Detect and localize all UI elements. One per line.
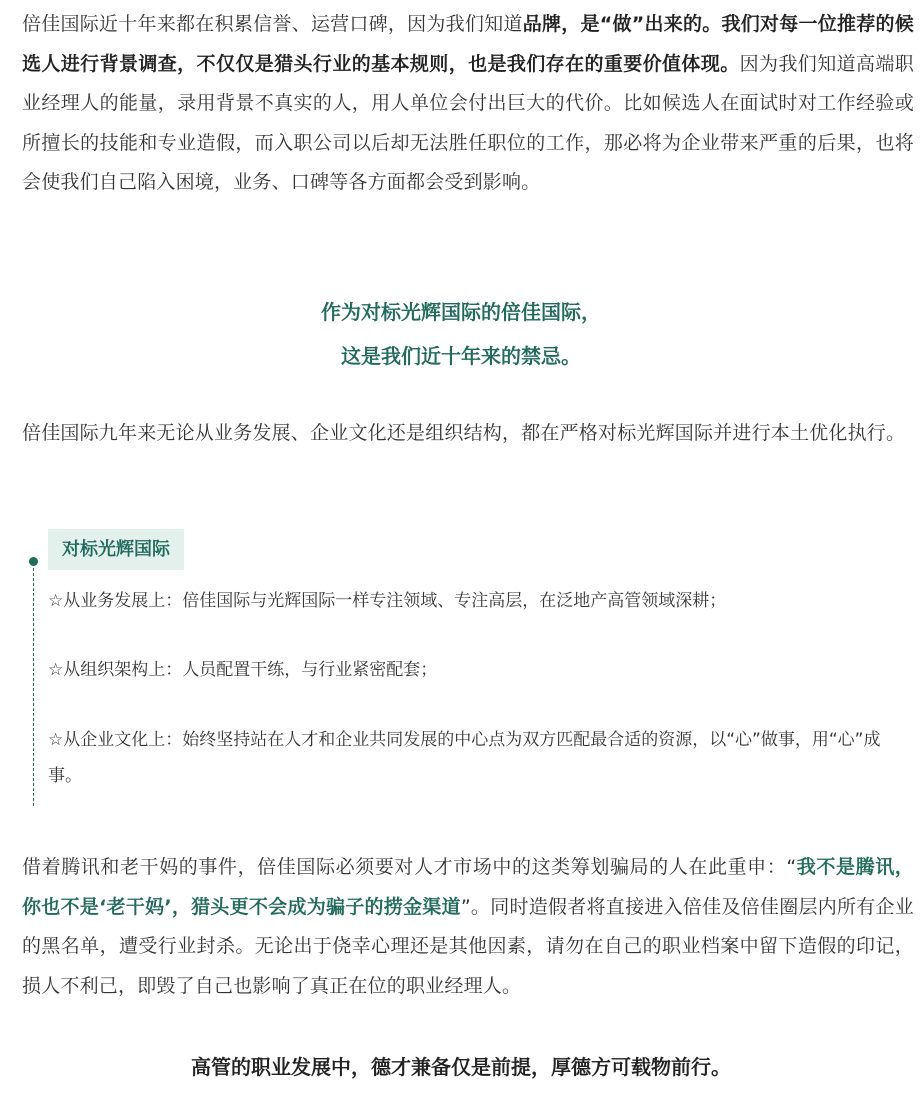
benchmark-item-structure: ☆从组织架构上：人员配置干练，与行业紧密配套； xyxy=(48,660,438,680)
timeline-dot xyxy=(29,557,38,566)
intro-text-1: 倍佳国际近十年来都在积累信誉、运营口碑，因为我们知道 xyxy=(22,13,523,35)
intro-text-2: 因为我们知道高端职业经理人的能量，录用背景不真实的人，用人单位会付出巨大的代价。比如候选人在面试时对工作经验或所擅长的技能和专业造假，而入职公司以后却无法胜任职位的工作，那必将为企业带来严重的后果，也将会使我们自己陷入困境，业务、口碑等各方面都会受到影响。 xyxy=(22,52,914,193)
benchmark-paragraph: 倍佳国际九年来无论从业务发展、企业文化还是组织结构，都在严格对标光辉国际并进行本土优化执行。 xyxy=(22,422,906,444)
benchmark-item-culture: ☆从企业文化上：始终坚持站在人才和企业共同发展的中心点为双方匹配最合适的资源，以“心”做事，用“心”成事。 xyxy=(48,730,881,786)
benchmark-title: 对标光辉国际 xyxy=(48,529,184,570)
closing-statement: 高管的职业发展中，德才兼备仅是前提，厚德方可载物前行。 xyxy=(191,1055,731,1079)
warning-text-2: ”。同时造假者将直接进入倍佳及倍佳圈层内所有企业的黑名单，遭受行业封杀。无论出于侥幸心理还是其他因素，请勿在自己的职业档案中留下造假的印记，损人不利己，即毁了自己也影响了真正在位的职业经理人。 xyxy=(22,895,914,997)
benchmark-item-business: ☆从业务发展上：倍佳国际与光辉国际一样专注领域、专注高层，在泛地产高管领域深耕； xyxy=(48,591,727,611)
warning-accent-text: 我不是腾讯，你也不是‘老干妈’，猎头更不会成为骗子的捞金渠道 xyxy=(22,856,914,918)
timeline-line xyxy=(33,568,34,806)
highlight-line-1: 作为对标光辉国际的倍佳国际， xyxy=(321,300,601,324)
intro-bold-text: 品牌，是“做”出来的。我们对每一位推荐的候选人进行背景调查，不仅仅是猎头行业的基本规则，也是我们存在的重要价值体现。 xyxy=(22,13,914,75)
warning-text-1: 借着腾讯和老干妈的事件，倍佳国际必须要对人才市场中的这类筹划骗局的人在此重申：“ xyxy=(22,856,797,878)
warning-paragraph xyxy=(22,848,914,1006)
intro-paragraph xyxy=(22,5,914,203)
highlight-line-2: 这是我们近十年来的禁忌。 xyxy=(341,344,581,368)
